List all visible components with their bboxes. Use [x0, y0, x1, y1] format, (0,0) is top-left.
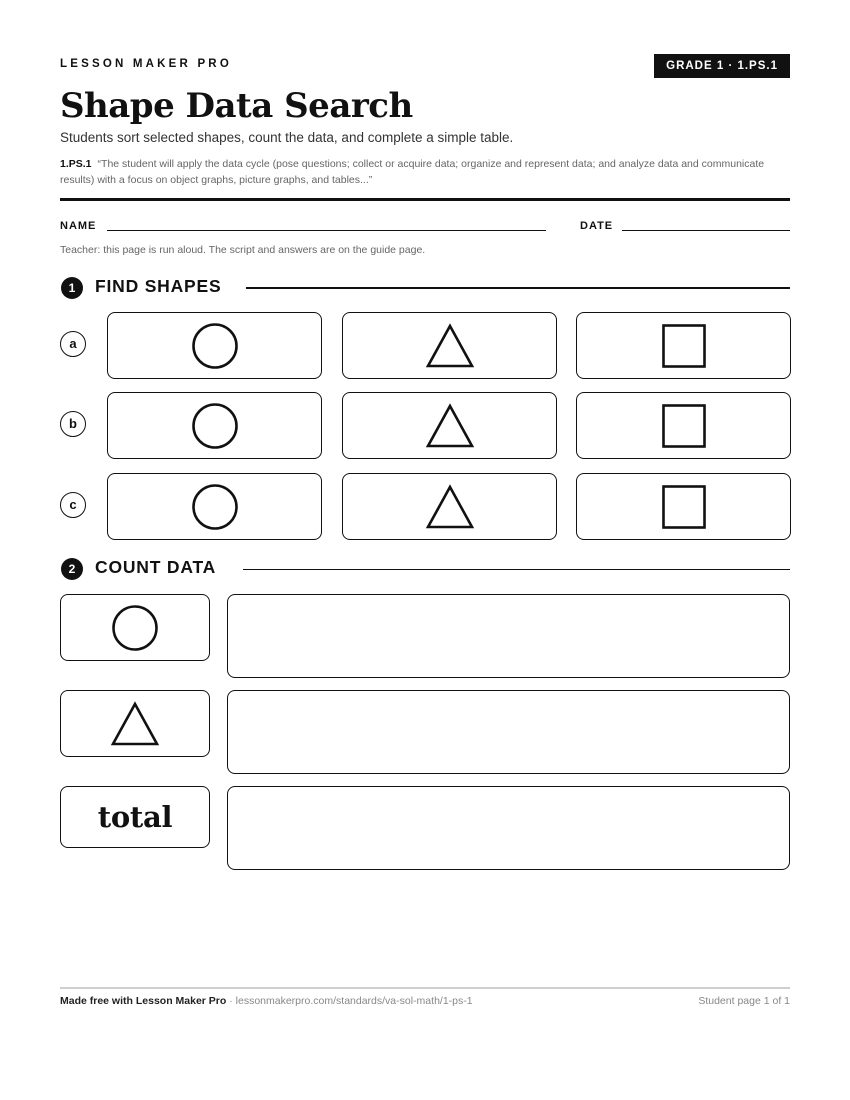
triangle-icon	[425, 323, 475, 369]
circle-icon	[191, 402, 239, 450]
shape-card-c-triangle[interactable]	[342, 473, 557, 540]
triangle-key-cell	[60, 690, 210, 757]
row-label-a: a	[60, 331, 86, 357]
section-1-title: FIND SHAPES	[95, 276, 222, 296]
square-icon	[661, 323, 707, 369]
standard-description	[60, 156, 790, 188]
row-label-c: c	[60, 492, 86, 518]
date-label: DATE	[580, 220, 614, 232]
square-icon	[661, 403, 707, 449]
section-1-divider	[246, 287, 790, 289]
square-icon	[661, 484, 707, 530]
section-2-number: 2	[61, 558, 83, 580]
total-label: total	[97, 800, 173, 834]
section-1-number: 1	[61, 277, 83, 299]
circle-key-cell	[60, 594, 210, 661]
shape-card-b-circle[interactable]	[107, 392, 322, 459]
shape-card-c-square[interactable]	[576, 473, 791, 540]
page-title: Shape Data Search	[60, 86, 413, 126]
footer-separator: ·	[226, 995, 236, 1007]
section-2-title: COUNT DATA	[95, 557, 217, 577]
name-label: NAME	[60, 220, 97, 232]
page-subtitle: Students sort selected shapes, count the data, and complete a simple table.	[60, 130, 514, 145]
grade-badge: GRADE 1 · 1.PS.1	[654, 54, 790, 78]
teacher-note: Teacher: this page is run aloud. The script and answers are on the guide page.	[60, 244, 426, 256]
footer-page-number: Student page 1 of 1	[698, 995, 790, 1007]
shape-card-b-square[interactable]	[576, 392, 791, 459]
circle-icon	[191, 322, 239, 370]
shape-card-a-square[interactable]	[576, 312, 791, 379]
answer-box-total[interactable]	[227, 786, 790, 870]
date-field[interactable]	[622, 230, 790, 231]
section-2-divider	[243, 569, 790, 570]
circle-icon	[111, 604, 159, 652]
answer-box-triangle[interactable]	[227, 690, 790, 774]
shape-card-a-triangle[interactable]	[342, 312, 557, 379]
name-field[interactable]	[107, 230, 546, 231]
standard-text: “The student will apply the data cycle (pose questions; collect or acquire data; organize and represent data; and analyze data and communicate results) with a focus on object graphs, picture graphs, and tables...”	[60, 158, 765, 186]
shape-card-c-circle[interactable]	[107, 473, 322, 540]
triangle-icon	[425, 403, 475, 449]
footer-made-with: Made free with Lesson Maker Pro	[60, 995, 227, 1007]
triangle-icon	[110, 701, 160, 747]
footer-url[interactable]: lessonmakerpro.com/standards/va-sol-math/1-ps-1	[235, 995, 473, 1007]
shape-card-b-triangle[interactable]	[342, 392, 557, 459]
standard-code: 1.PS.1	[60, 158, 92, 170]
header-divider	[60, 198, 790, 201]
row-label-b: b	[60, 411, 86, 437]
answer-box-circle[interactable]	[227, 594, 790, 678]
shape-card-a-circle[interactable]	[107, 312, 322, 379]
circle-icon	[191, 483, 239, 531]
triangle-icon	[425, 484, 475, 530]
total-key-cell	[60, 786, 210, 848]
footer-divider	[60, 987, 790, 989]
brand-name: LESSON MAKER PRO	[60, 58, 232, 70]
footer-credit	[60, 995, 473, 1007]
